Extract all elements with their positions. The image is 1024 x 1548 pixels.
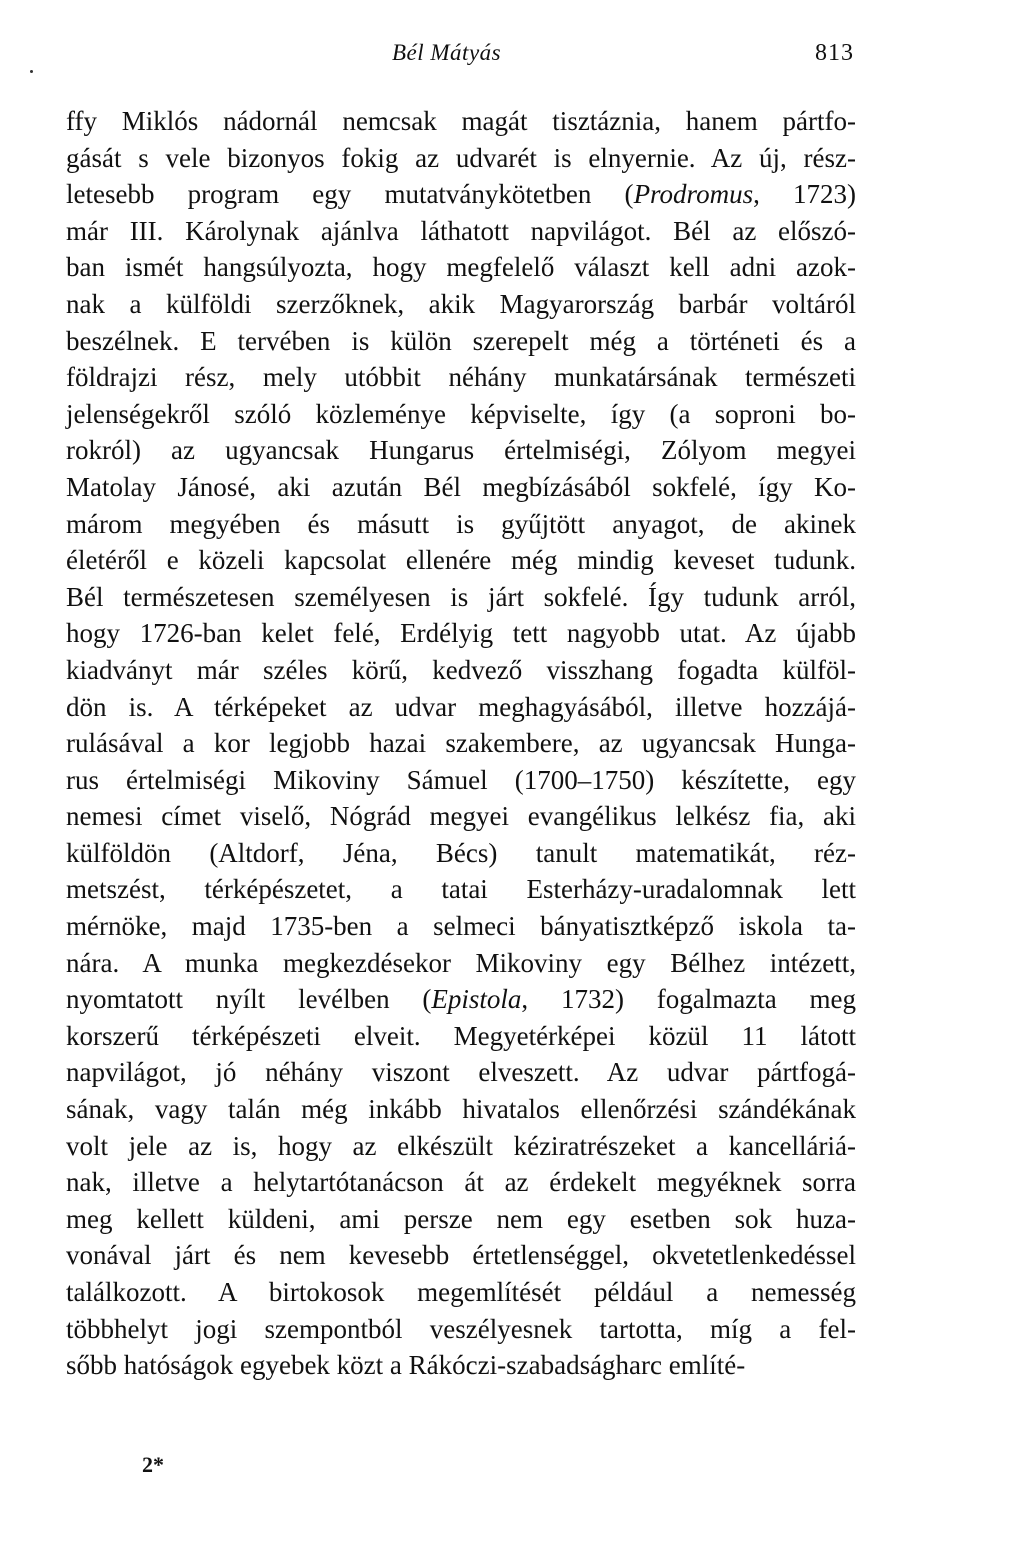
text-line: rokról) az ugyancsak Hungarus értelmiségi, Zólyom megyei bbox=[66, 435, 856, 466]
text-line: jelenségekről szóló közleménye képviselte, így (a soproni bo- bbox=[66, 398, 856, 429]
text-line: rulásával a kor legjobb hazai szakembere, az ugyancsak Hunga- bbox=[66, 728, 856, 759]
text-line: már III. Károlynak ajánlva láthatott napvilágot. Bél az előszó- bbox=[66, 215, 856, 246]
page-header bbox=[66, 40, 856, 80]
book-title: Prodromus bbox=[633, 179, 754, 210]
text-line: nak a külföldi szerzőknek, akik Magyarország barbár voltáról bbox=[66, 288, 856, 319]
text-line: földrajzi rész, mely utóbbit néhány munkatársának természeti bbox=[66, 362, 856, 393]
text-line: külföldön (Altdorf, Jéna, Bécs) tanult matematikát, réz- bbox=[66, 837, 856, 868]
text-line: napvilágot, jó néhány viszont elveszett. Az udvar pártfogá- bbox=[66, 1057, 856, 1088]
text-line: találkozott. A birtokosok megemlítését például a nemesség bbox=[66, 1277, 856, 1307]
text-line: hogy 1726-ban kelet felé, Erdélyig tett nagyobb utat. Az újabb bbox=[66, 618, 856, 649]
text-line: volt jele az is, hogy az elkészült kéziratrészeket a kancelláriá- bbox=[66, 1130, 856, 1161]
text-line: dön is. A térképeket az udvar meghagyásából, illetve hozzájá- bbox=[66, 691, 856, 722]
text-line: sának, vagy talán még inkább hivatalos ellenőrzési szándékának bbox=[66, 1094, 856, 1125]
text-line: nak, illetve a helytartótanácson át az érdekelt megyéknek sorra bbox=[66, 1167, 856, 1198]
text-line: nyomtatott nyílt levélben (Epistola, 1732) fogalmazta meg bbox=[66, 984, 856, 1015]
text-line: beszélnek. E tervében is külön szerepelt még a történeti és a bbox=[66, 325, 856, 356]
stray-mark bbox=[30, 70, 33, 73]
text-line: meg kellett küldeni, ami persze nem egy esetben sok huza- bbox=[66, 1203, 856, 1234]
page-number: 813 bbox=[815, 40, 854, 66]
book-title: Epistola bbox=[431, 984, 522, 1015]
running-title: Bél Mátyás bbox=[392, 40, 502, 65]
text-line: letesebb program egy mutatványkötetben (Prodromus, 1723) bbox=[66, 179, 856, 210]
text-line: sőbb hatóságok egyebek közt a Rákóczi-szabadságharc említé- bbox=[66, 1350, 746, 1381]
body-text bbox=[66, 103, 856, 1384]
text-line: vonával járt és nem kevesebb értetlenséggel, okvetetlenkedéssel bbox=[66, 1240, 856, 1271]
text-line: Matolay Jánosé, aki azután Bél megbízásából sokfelé, így Ko- bbox=[66, 471, 856, 502]
text-line: nára. A munka megkezdésekor Mikoviny egy Bélhez intézett, bbox=[66, 947, 856, 978]
text-line: korszerű térképészeti elveit. Megyetérképei közül 11 látott bbox=[66, 1020, 856, 1051]
text-line: többhelyt jogi szempontból veszélyesnek tartotta, míg a fel- bbox=[66, 1313, 856, 1344]
text-line: ffy Miklós nádornál nemcsak magát tisztáznia, hanem pártfo- bbox=[66, 106, 856, 136]
text-line: ban ismét hangsúlyozta, hogy megfelelő választ kell adni azok- bbox=[66, 252, 856, 283]
text-line: kiadványt már széles körű, kedvező visszhang fogadta külföl- bbox=[66, 654, 856, 685]
text-line: mérnöke, majd 1735-ben a selmeci bányatisztképző iskola ta- bbox=[66, 911, 856, 942]
text-line: márom megyében és másutt is gyűjtött anyagot, de akinek bbox=[66, 508, 856, 539]
text-line: életéről e közeli kapcsolat ellenére még mindig keveset tudunk. bbox=[66, 545, 856, 576]
signature-mark: 2* bbox=[142, 1452, 164, 1477]
text-line: gását s vele bizonyos fokig az udvarét is elnyernie. Az új, rész- bbox=[66, 142, 856, 173]
text-line: nemesi címet viselő, Nógrád megyei evangélikus lelkész fia, aki bbox=[66, 801, 856, 832]
text-line: rus értelmiségi Mikoviny Sámuel (1700–1750) készítette, egy bbox=[66, 764, 856, 795]
text-line: metszést, térképészetet, a tatai Esterházy-uradalomnak lett bbox=[66, 874, 856, 905]
text-line: Bél természetesen személyesen is járt sokfelé. Így tudunk arról, bbox=[66, 581, 856, 612]
